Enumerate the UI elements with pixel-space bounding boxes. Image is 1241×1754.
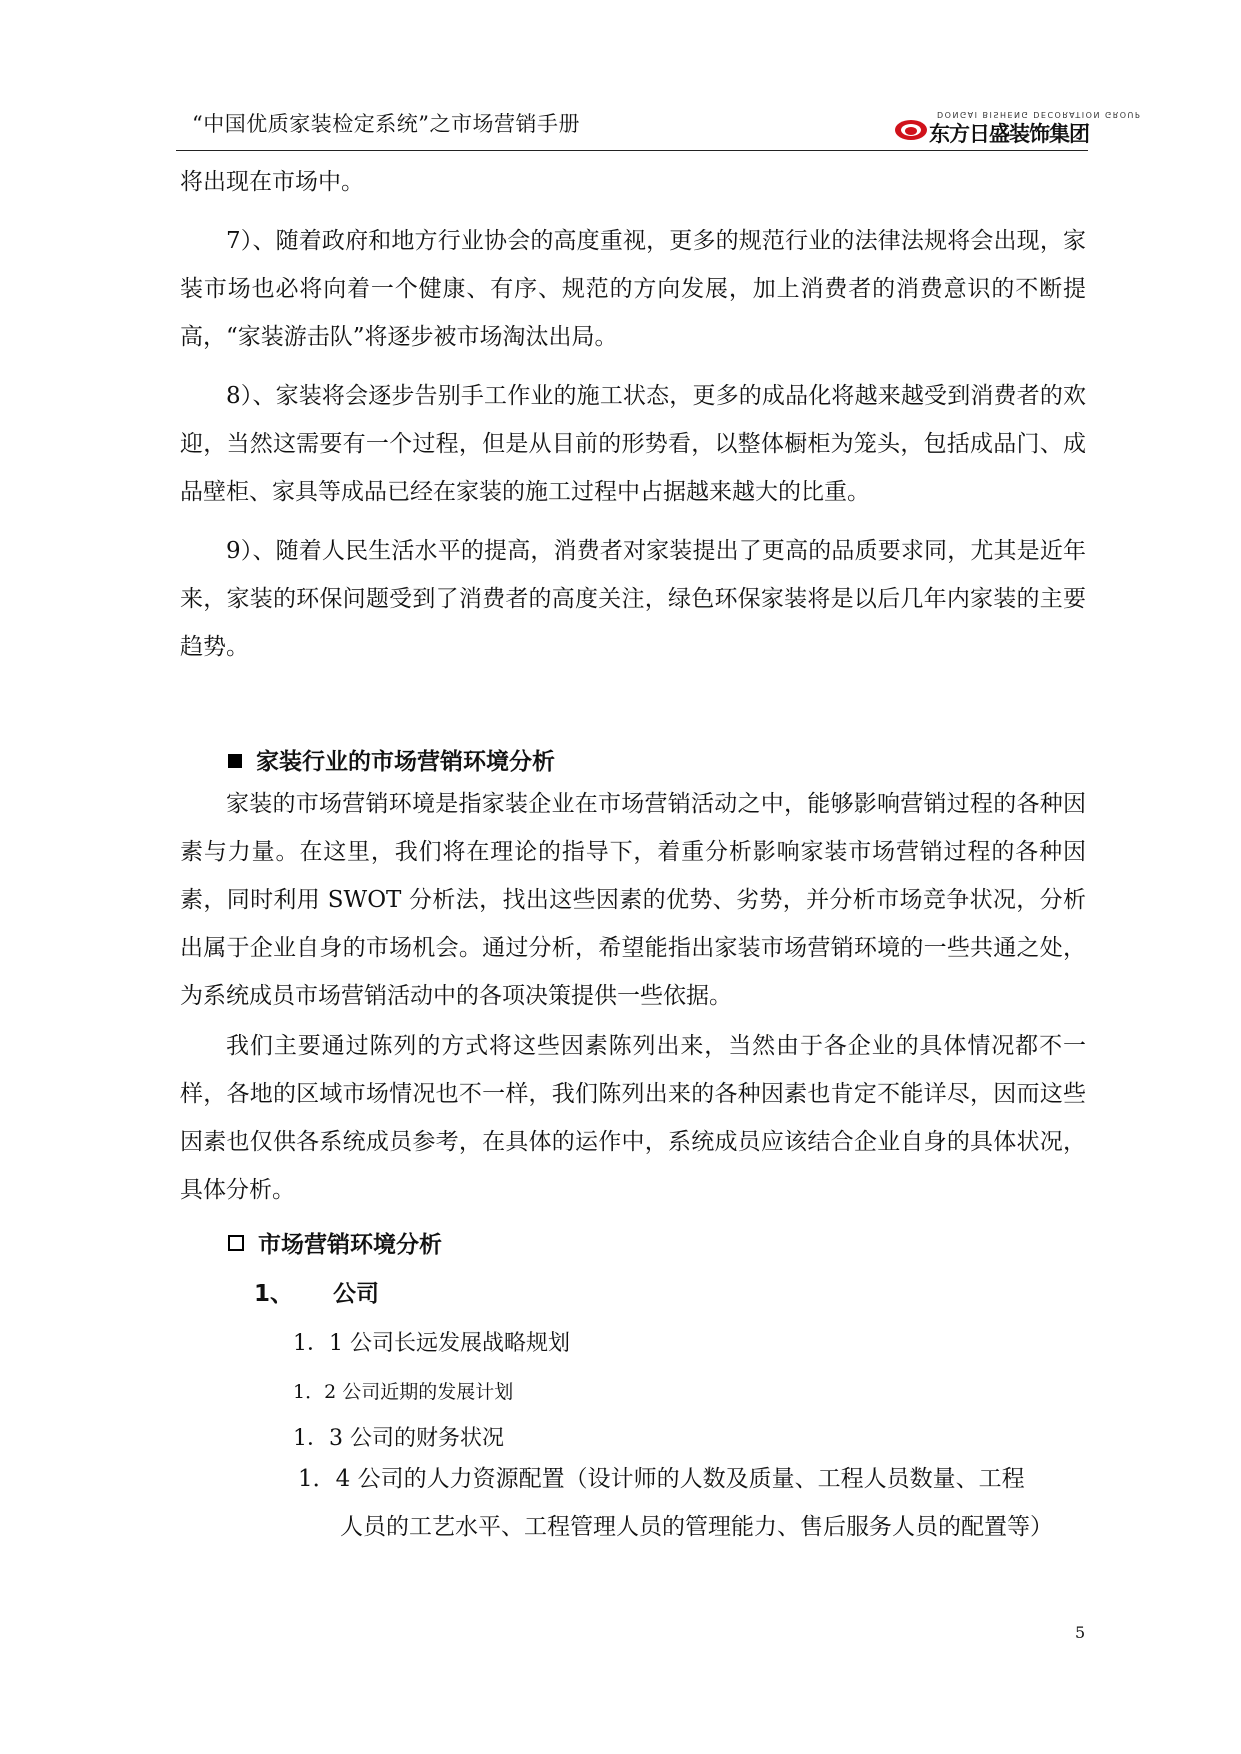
header-title: “中国优质家装检定系统”之市场营销手册 <box>192 112 580 136</box>
paragraph-continuation: 将出现在市场中。 <box>180 169 364 195</box>
subitem-1-3: 1．3 公司的财务状况 <box>293 1426 504 1451</box>
subitem-1-2: 1．2 公司近期的发展计划 <box>293 1381 514 1403</box>
logo-text: 东方日盛装饰集团 <box>929 122 1089 146</box>
paragraph-item-8: 8）、家装将会逐步告别手工作业的施工状态，更多的成品化将越来越受到消费者的欢迎，当然这需要有一个过程，但是从目前的形势看，以整体橱柜为笼头，包括成品门、成品壁柜、家具等成品已经在家装的施工过程中占据越来越大的比重。 <box>180 383 1086 505</box>
subitem-1-4-line-2: 人员的工艺水平、工程管理人员的管理能力、售后服务人员的配置等） <box>340 1514 1053 1540</box>
page-number: 5 <box>1075 1623 1086 1642</box>
subsection-heading <box>228 1226 442 1259</box>
numbered-heading <box>254 1275 379 1308</box>
paragraph-item-9: 9）、随着人民生活水平的提高，消费者对家装提出了更高的品质要求同，尤其是近年来，家装的环保问题受到了消费者的高度关注，绿色环保家装将是以后几年内家装的主要趋势。 <box>180 538 1086 660</box>
section-paragraph-2: 我们主要通过陈列的方式将这些因素陈列出来，当然由于各企业的具体情况都不一样，各地的区域市场情况也不一样，我们陈列出来的各种因素也肯定不能详尽，因而这些因素也仅供各系统成员参考，在具体的运作中，系统成员应该结合企业自身的具体状况，具体分析。 <box>180 1033 1086 1203</box>
subitem-1-4-line-1: 1．4 公司的人力资源配置（设计师的人数及质量、工程人员数量、工程 <box>298 1466 1025 1492</box>
header-rule <box>176 150 1088 151</box>
paragraph-item-7: 7）、随着政府和地方行业协会的高度重视，更多的规范行业的法律法规将会出现，家装市场也必将向着一个健康、有序、规范的方向发展，加上消费者的消费意识的不断提高，“家装游击队”将逐步被市场淘汰出局。 <box>180 228 1086 350</box>
section-paragraph-1: 家装的市场营销环境是指家装企业在市场营销活动之中，能够影响营销过程的各种因素与力量。在这里，我们将在理论的指导下，着重分析影响家装市场营销过程的各种因素，同时利用 SWOT 分析法，找出这些因素的优势、劣势，并分析市场竞争状况，分析出属于企业自身的市场机会。通过分析，希望能指出家装市场营销环境的一些共通之处，为系统成员市场营销活动中的各项决策提供一些依据。 <box>180 791 1086 1009</box>
hollow-square-bullet-icon <box>228 1235 244 1251</box>
section-heading-text: 家装行业的市场营销环境分析 <box>256 749 555 775</box>
logo-latin-text: DONGAI BISHENG DECORATION GROUP <box>937 110 1142 119</box>
section-heading <box>228 743 555 776</box>
subsection-heading-text: 市场营销环境分析 <box>258 1232 442 1258</box>
logo-mark-icon <box>893 116 933 144</box>
numbered-heading-number: 1、 <box>254 1281 294 1307</box>
company-logo <box>893 110 1142 146</box>
subitem-1-1: 1．1 公司长远发展战略规划 <box>293 1331 570 1356</box>
subitem-1-4 <box>298 1455 1088 1551</box>
filled-square-bullet-icon <box>228 754 242 768</box>
numbered-heading-title: 公司 <box>333 1281 380 1307</box>
